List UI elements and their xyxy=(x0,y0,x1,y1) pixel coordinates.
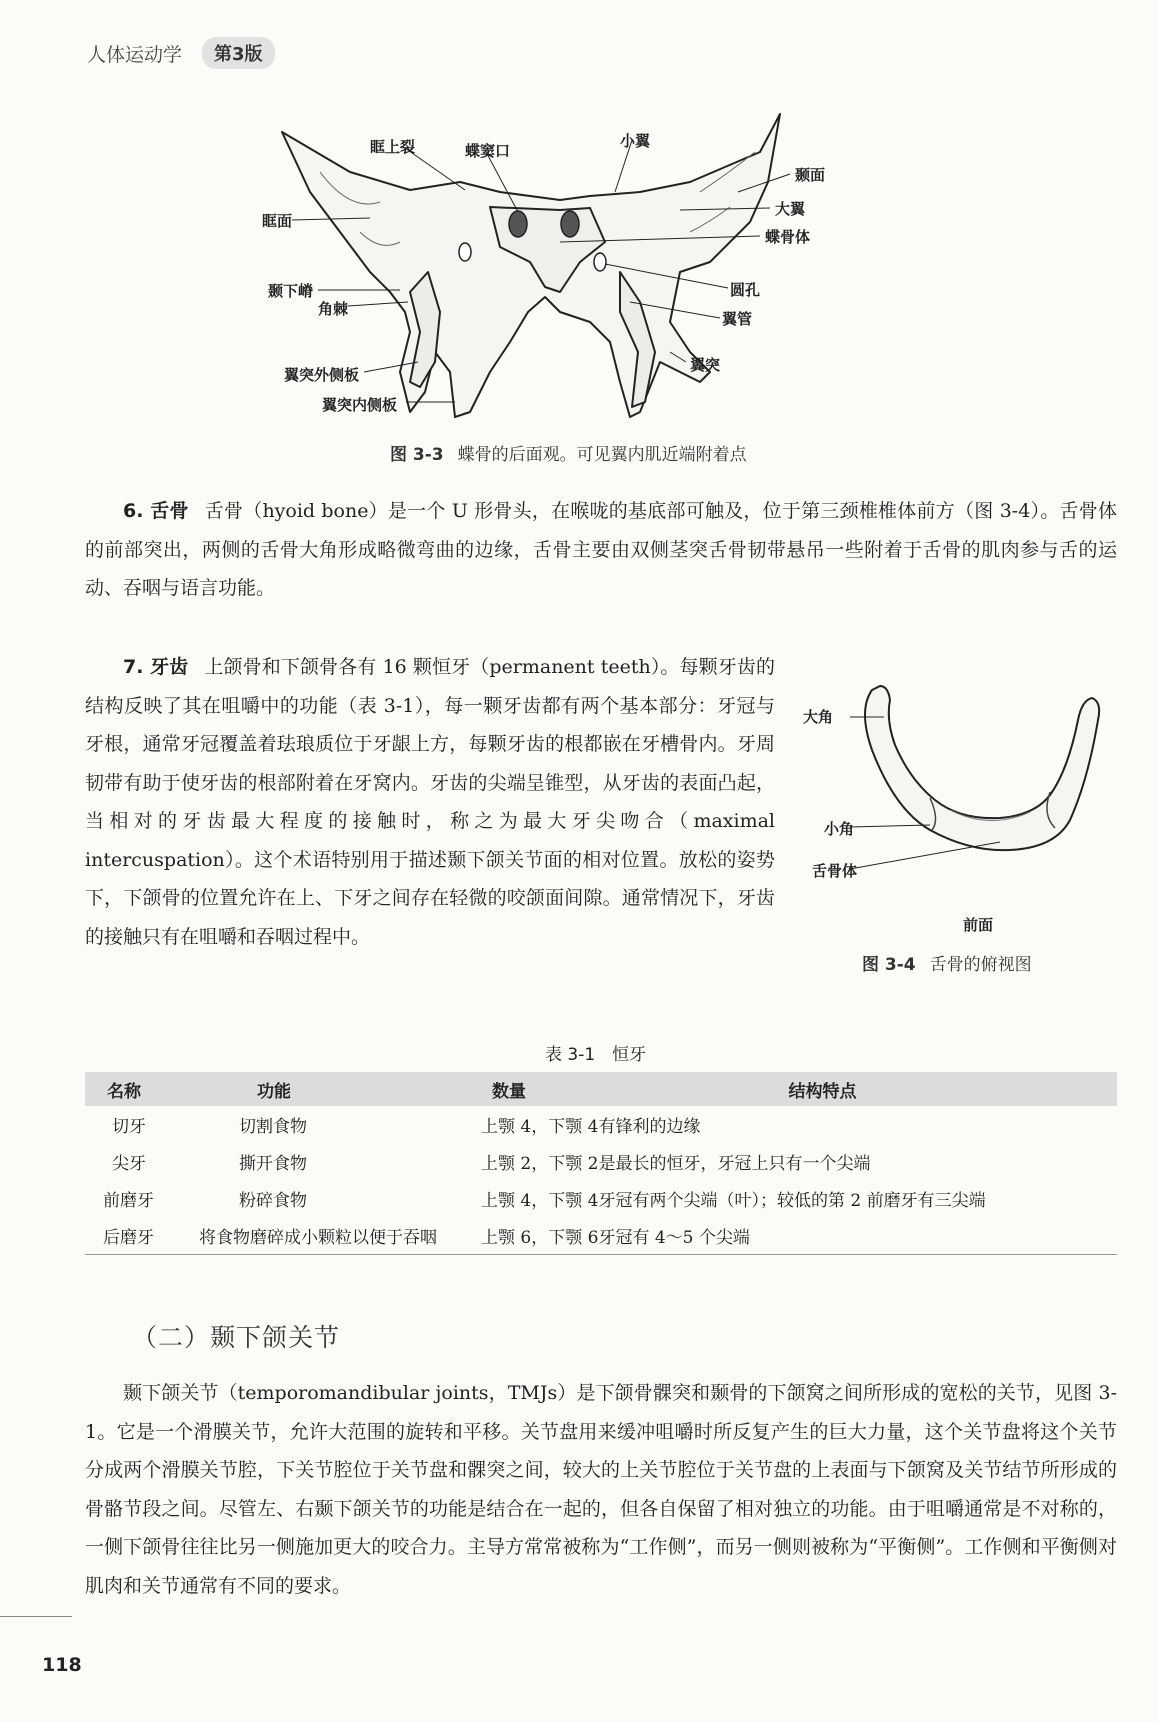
label-lesser-wing: 小翼 xyxy=(620,132,651,150)
table-cell-name: 尖牙 xyxy=(112,1154,146,1174)
hyoid-bone-illustration xyxy=(850,680,1120,900)
figure-3-3-number: 图 3-3 xyxy=(390,445,444,465)
paragraph-tmj: 颞下颌关节（temporomandibular joints，TMJs）是下颌骨髁突和颞骨的下颌窝之间所形成的宽松的关节，见图 3-1。它是一个滑膜关节，允许大范围的旋转和平移。关节盘用来缓冲咀嚼时所反复产生的巨大力量，这个关节盘将这个关节分成两个滑膜关节腔，下关节腔位于关节盘和髁突之间，较大的上关节腔位于关节盘的上表面与下颌窝及关节结节所形成的骨骼节段之间。尽管左、右颞下颌关节的功能是结合在一起的，但各自保留了相对独立的功能。由于咀嚼通常是不对称的，一侧下颌骨往往比另一侧施加更大的咬合力。主导方常常被称为“工作侧”，而另一侧则被称为“平衡侧”。工作侧和平衡侧对肌肉和关节通常有不同的要求。 xyxy=(85,1382,1117,1597)
foramen-rotundum-shape xyxy=(594,253,606,271)
label-pterygoid-canal: 翼管 xyxy=(722,310,753,328)
figure-3-4-number: 图 3-4 xyxy=(862,955,916,975)
page-number: 118 xyxy=(42,1654,82,1676)
label-hyoid-body: 舌骨体 xyxy=(812,862,858,880)
paragraph-hyoid-bone xyxy=(85,492,1117,608)
label-infratemporal-crest: 颞下嵴 xyxy=(268,282,314,300)
table-cell-name: 后磨牙 xyxy=(85,1217,199,1255)
table-cell-features: 牙冠有 4～5 个尖端 xyxy=(598,1217,1117,1255)
paragraph-hyoid-text: 舌骨（hyoid bone）是一个 U 形骨头，在喉咙的基底部可触及，位于第三颈椎椎体前方（图 3-4）。舌骨体的前部突出，两侧的舌骨大角形成略微弯曲的边缘，舌骨主要由双侧茎突舌骨韧带悬吊一些附着于舌骨的肌肉参与舌的运动、吞咽与语言功能。 xyxy=(85,500,1117,599)
table-cell-name: 切牙 xyxy=(112,1117,146,1137)
table-3-1-title: 表 3-1 恒牙 xyxy=(545,1045,647,1065)
paragraph-teeth-heading: 7. 牙齿 xyxy=(123,656,189,678)
label-orbital-surface: 眶面 xyxy=(262,212,293,230)
paragraph-hyoid-heading: 6. 舌骨 xyxy=(123,500,189,522)
table-cell-count: 上颚 4，下颚 4 xyxy=(481,1191,599,1211)
label-sphenoid-body: 蝶骨体 xyxy=(765,228,811,246)
label-sphenoid-sinus-opening: 蝶窦口 xyxy=(465,142,511,160)
label-greater-horn: 大角 xyxy=(803,708,834,726)
table-cell-count: 上颚 2，下颚 2 xyxy=(481,1154,599,1174)
table-cell-name: 前磨牙 xyxy=(103,1191,154,1211)
label-temporal-surface: 颞面 xyxy=(795,166,826,184)
foramen-left-shape xyxy=(459,243,471,261)
table-cell-features: 是最长的恒牙，牙冠上只有一个尖端 xyxy=(598,1154,871,1174)
label-spine: 角棘 xyxy=(318,300,349,318)
paragraph-teeth-text: 上颌骨和下颌骨各有 16 颗恒牙（permanent teeth）。每颗牙齿的结构反映了其在咀嚼中的功能（表 3-1），每一颗牙齿都有两个基本部分：牙冠与牙根，通常牙冠覆盖着珐琅质位于牙龈上方，每颗牙齿的根都嵌在牙槽骨内。牙周韧带有助于使牙齿的根部附着在牙窝内。牙齿的尖端呈锥型，从牙齿的表面凸起，当相对的牙齿最大程度的接触时，称之为最大牙尖吻合（maximal intercuspation）。这个术语特别用于描述颞下颌关节面的相对位置。放松的姿势下，下颌骨的位置允许在上、下牙之间存在轻微的咬颌面间隙。通常情况下，牙齿的接触只有在咀嚼和吞咽过程中。 xyxy=(85,656,775,948)
sinus-opening-right-shape xyxy=(561,211,579,237)
table-cell-function: 切割食物 xyxy=(239,1117,307,1137)
figure-3-4-caption xyxy=(862,950,1032,975)
paragraph-teeth xyxy=(85,648,775,956)
table-header-count: 数量 xyxy=(437,1072,598,1106)
table-header-function: 功能 xyxy=(199,1072,437,1106)
figure-3-3-caption-text: 蝶骨的后面观。可见翼内肌近端附着点 xyxy=(457,445,747,465)
table-cell-count: 上颚 4，下颚 4 xyxy=(481,1117,599,1137)
table-header-name: 名称 xyxy=(85,1072,199,1106)
table-row xyxy=(85,1143,1117,1180)
table-cell-features: 有锋利的边缘 xyxy=(598,1117,701,1137)
table-cell-function: 将食物磨碎成小颗粒以便于吞咽 xyxy=(199,1217,437,1255)
running-header-book-title: 人体运动学 xyxy=(87,44,183,66)
sinus-opening-left-shape xyxy=(509,211,527,237)
figure-3-3-caption xyxy=(390,440,747,465)
table-header-features: 结构特点 xyxy=(598,1072,1117,1106)
table-row xyxy=(85,1180,1117,1217)
section-heading-tmj: （二）颞下颌关节 xyxy=(132,1323,341,1352)
table-row xyxy=(85,1106,1117,1143)
label-lateral-pterygoid-plate: 翼突外侧板 xyxy=(284,366,360,384)
label-pterygoid-process: 翼突 xyxy=(690,356,721,374)
table-cell-features: 牙冠有两个尖端（叶）；较低的第 2 前磨牙有三尖端 xyxy=(598,1191,986,1211)
label-lesser-horn: 小角 xyxy=(824,820,855,838)
table-cell-function: 粉碎食物 xyxy=(239,1191,307,1211)
table-cell-function: 撕开食物 xyxy=(239,1154,307,1174)
running-header-edition-badge: 第3版 xyxy=(202,37,275,69)
label-superior-orbital-fissure: 眶上裂 xyxy=(370,138,416,156)
label-greater-wing: 大翼 xyxy=(775,200,806,218)
footer-rule xyxy=(0,1616,72,1617)
permanent-teeth-table xyxy=(85,1072,1117,1255)
table-header-row xyxy=(85,1072,1117,1106)
table-cell-count: 上颚 6，下颚 6 xyxy=(437,1217,598,1255)
label-medial-pterygoid-plate: 翼突内侧板 xyxy=(322,396,398,414)
label-foramen-rotundum: 圆孔 xyxy=(730,281,761,299)
label-anterior-front: 前面 xyxy=(963,916,994,934)
figure-3-4-caption-text: 舌骨的俯视图 xyxy=(929,955,1032,975)
table-row xyxy=(85,1217,1117,1255)
